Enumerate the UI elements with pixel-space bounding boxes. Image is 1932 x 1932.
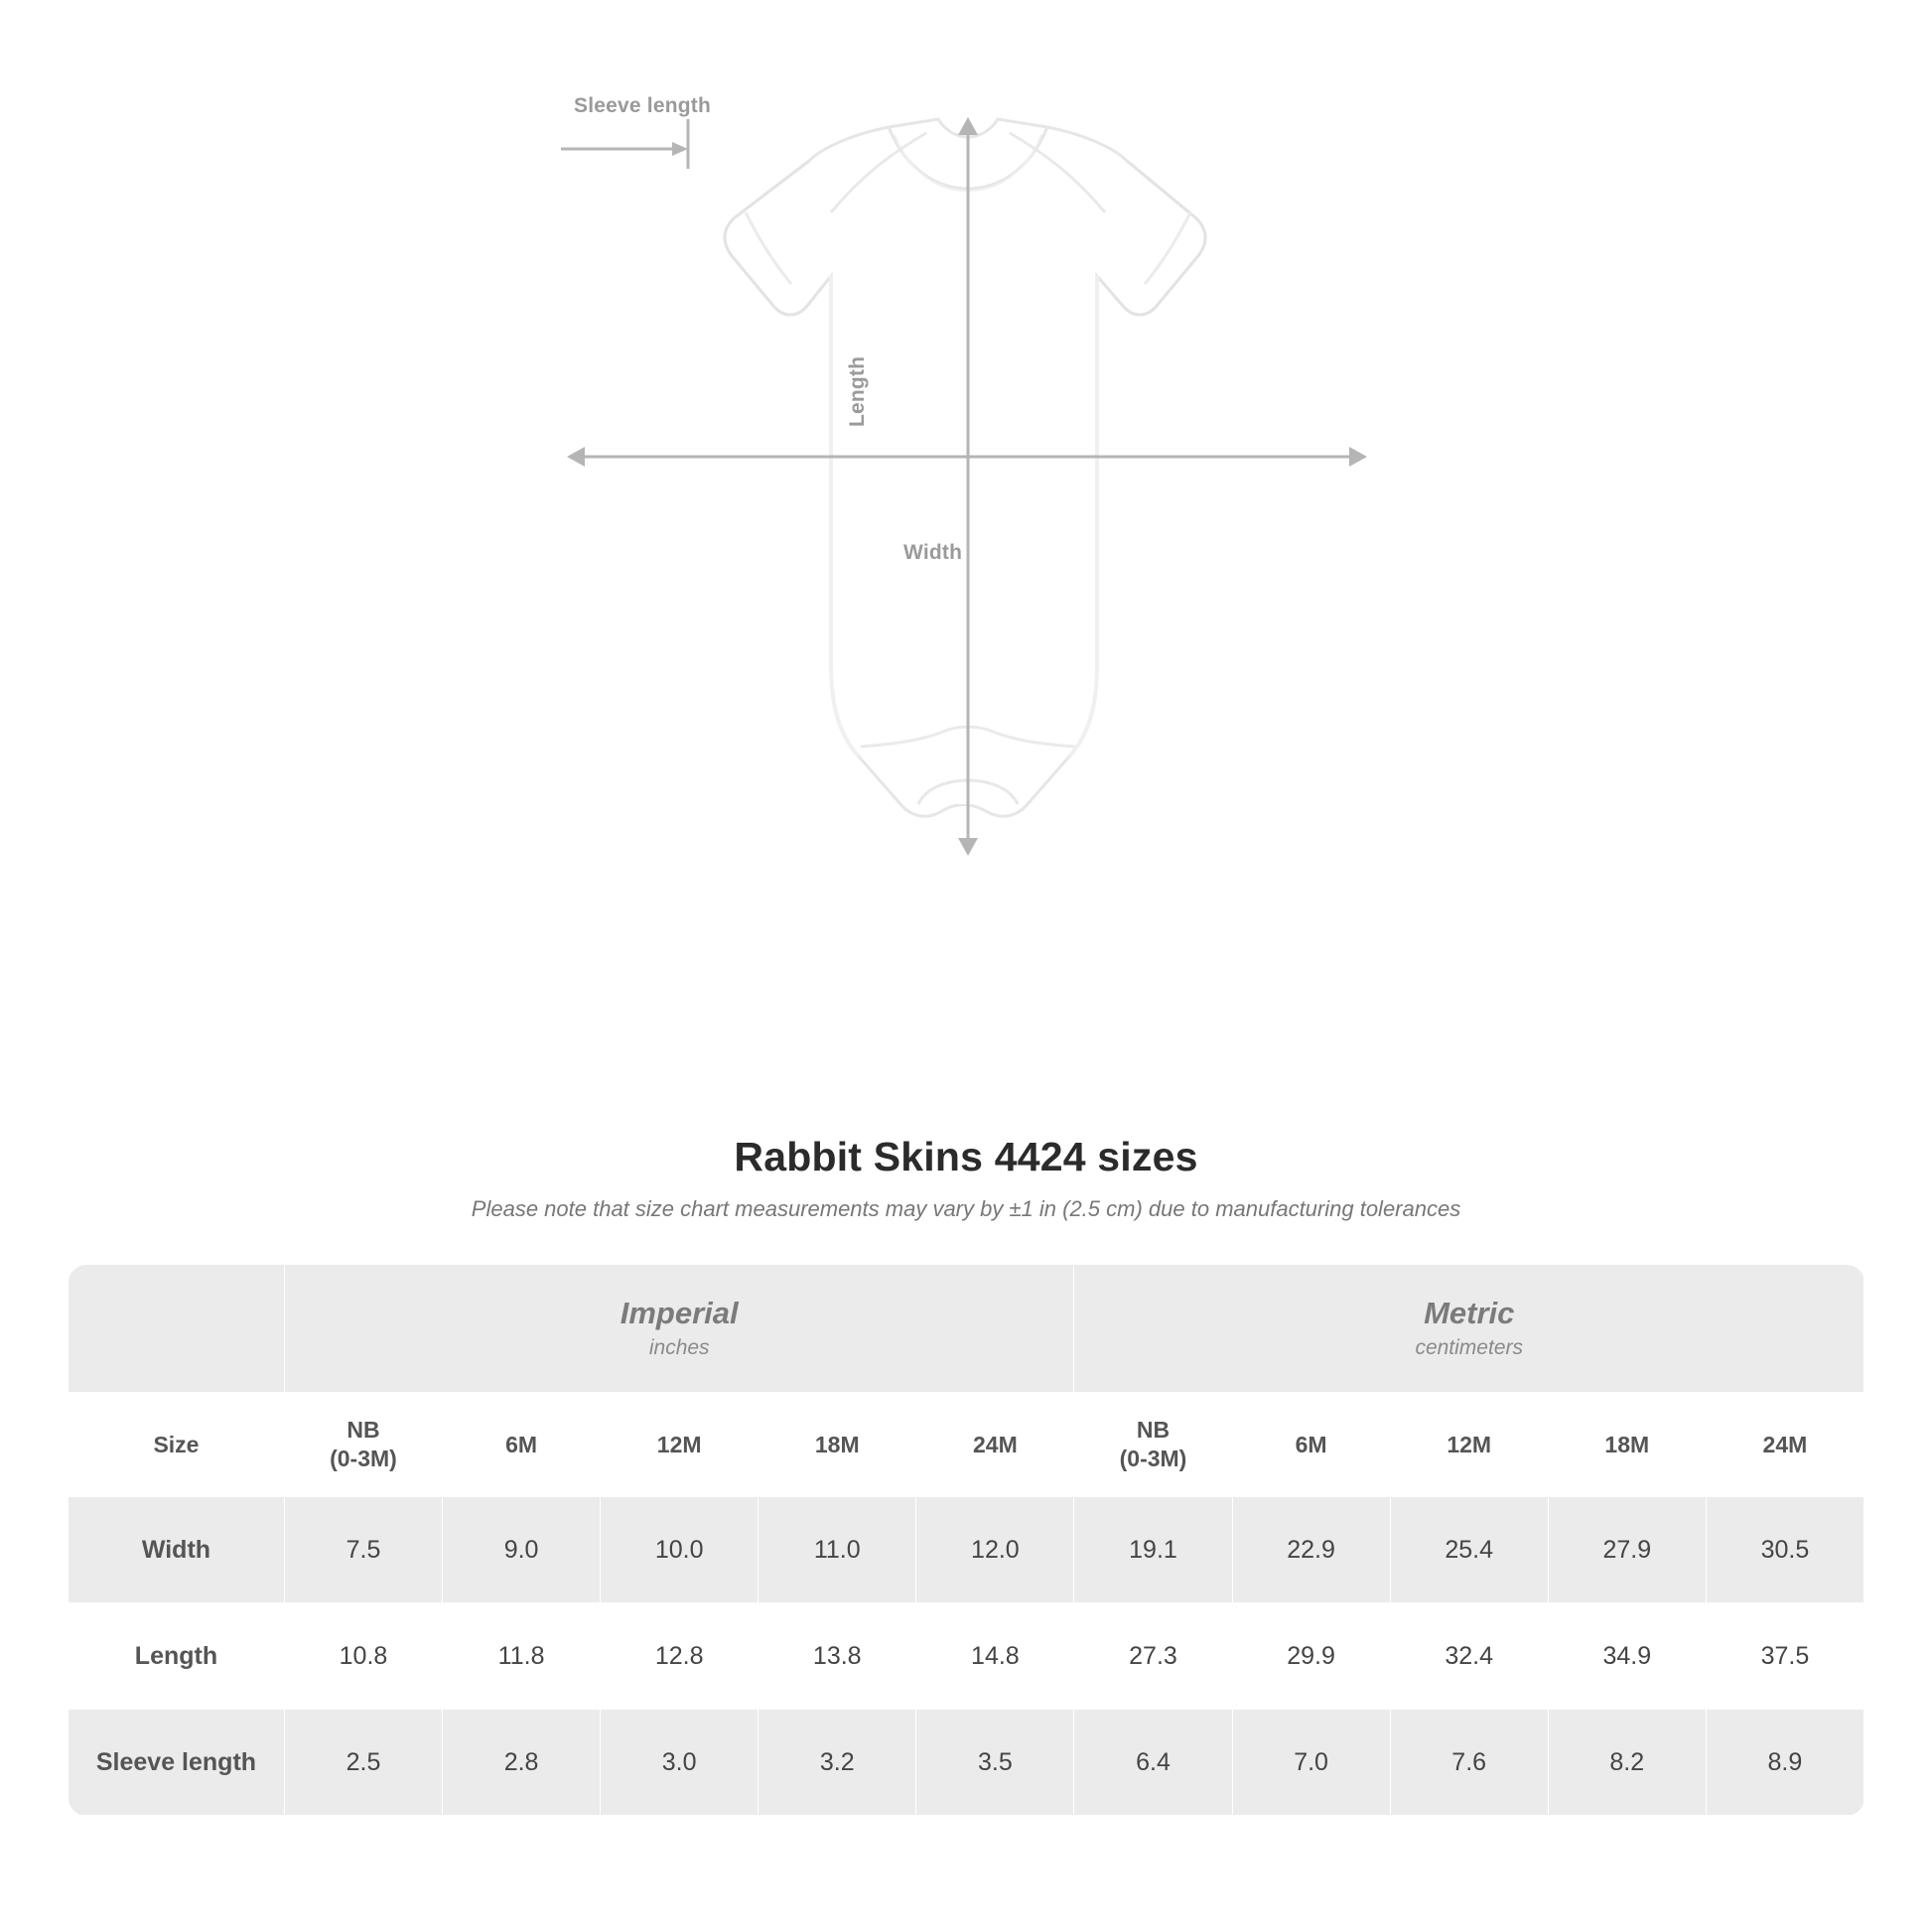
cell-sleeve-4: 3.5 bbox=[916, 1710, 1074, 1816]
cell-length-5: 27.3 bbox=[1074, 1603, 1232, 1710]
header-col-1 bbox=[443, 1393, 601, 1497]
header-col-2-line1: 12M bbox=[656, 1431, 702, 1457]
cell-sleeve-0: 2.5 bbox=[284, 1710, 442, 1816]
cell-sleeve-8: 8.2 bbox=[1548, 1710, 1706, 1816]
cell-sleeve-3: 3.2 bbox=[759, 1710, 916, 1816]
header-col-0 bbox=[284, 1393, 442, 1497]
cell-sleeve-9: 8.9 bbox=[1706, 1710, 1863, 1816]
header-col-8 bbox=[1548, 1393, 1706, 1497]
unit-imperial-name: Imperial bbox=[620, 1295, 739, 1330]
cell-width-4: 12.0 bbox=[916, 1497, 1074, 1603]
cell-sleeve-5: 6.4 bbox=[1074, 1710, 1232, 1816]
cell-length-4: 14.8 bbox=[916, 1603, 1074, 1710]
header-col-9 bbox=[1706, 1393, 1863, 1497]
cell-length-7: 32.4 bbox=[1390, 1603, 1548, 1710]
cell-sleeve-6: 7.0 bbox=[1232, 1710, 1390, 1816]
header-col-7 bbox=[1390, 1393, 1548, 1497]
cell-width-0: 7.5 bbox=[284, 1497, 442, 1603]
header-col-6 bbox=[1232, 1393, 1390, 1497]
header-col-0-line2: (0-3M) bbox=[330, 1446, 397, 1471]
cell-sleeve-2: 3.0 bbox=[601, 1710, 759, 1816]
cell-length-2: 12.8 bbox=[601, 1603, 759, 1710]
units-row-spacer bbox=[69, 1265, 285, 1393]
column-header-row bbox=[69, 1393, 1864, 1497]
cell-length-3: 13.8 bbox=[759, 1603, 916, 1710]
cell-width-1: 9.0 bbox=[443, 1497, 601, 1603]
tolerance-note: Please note that size chart measurements may vary by ±1 in (2.5 cm) due to manufacturing tolerances bbox=[471, 1196, 1461, 1221]
unit-metric-sub: centimeters bbox=[1415, 1336, 1523, 1360]
cell-width-5: 19.1 bbox=[1074, 1497, 1232, 1603]
row-label-width: Width bbox=[69, 1497, 285, 1603]
header-col-3 bbox=[759, 1393, 916, 1497]
cell-length-9: 37.5 bbox=[1706, 1603, 1863, 1710]
header-col-6-line1: 6M bbox=[1295, 1431, 1327, 1457]
bodysuit-icon bbox=[561, 109, 1375, 1023]
cell-width-9: 30.5 bbox=[1706, 1497, 1863, 1603]
cell-length-8: 34.9 bbox=[1548, 1603, 1706, 1710]
size-table-wrapper bbox=[68, 1264, 1864, 1816]
title-block bbox=[0, 1134, 1932, 1222]
header-col-5-line1: NB bbox=[1136, 1417, 1171, 1444]
header-col-5 bbox=[1074, 1393, 1232, 1497]
table-row bbox=[69, 1603, 1864, 1710]
cell-sleeve-7: 7.6 bbox=[1390, 1710, 1548, 1816]
cell-length-1: 11.8 bbox=[443, 1603, 601, 1710]
length-label: Length bbox=[846, 355, 869, 427]
header-col-5-line2: (0-3M) bbox=[1119, 1446, 1187, 1471]
cell-width-2: 10.0 bbox=[601, 1497, 759, 1603]
cell-length-0: 10.8 bbox=[284, 1603, 442, 1710]
header-col-7-line1: 12M bbox=[1447, 1431, 1492, 1457]
size-table bbox=[68, 1264, 1864, 1816]
cell-width-6: 22.9 bbox=[1232, 1497, 1390, 1603]
cell-width-7: 25.4 bbox=[1390, 1497, 1548, 1603]
header-size: Size bbox=[69, 1393, 285, 1497]
row-label-length: Length bbox=[69, 1603, 285, 1710]
header-col-1-line1: 6M bbox=[505, 1431, 538, 1457]
unit-imperial bbox=[284, 1265, 1074, 1393]
units-row bbox=[69, 1265, 1864, 1393]
table-row bbox=[69, 1710, 1864, 1816]
cell-width-3: 11.0 bbox=[759, 1497, 916, 1603]
unit-imperial-sub: inches bbox=[648, 1336, 710, 1360]
header-col-9-line1: 24M bbox=[1762, 1431, 1808, 1457]
table-row bbox=[69, 1497, 1864, 1603]
header-col-0-line1: NB bbox=[346, 1417, 380, 1444]
cell-length-6: 29.9 bbox=[1232, 1603, 1390, 1710]
sleeve-length-label: Sleeve length bbox=[574, 94, 711, 117]
cell-width-8: 27.9 bbox=[1548, 1497, 1706, 1603]
header-col-2 bbox=[601, 1393, 759, 1497]
width-label: Width bbox=[903, 541, 963, 564]
header-col-4 bbox=[916, 1393, 1074, 1497]
header-col-8-line1: 18M bbox=[1604, 1431, 1650, 1457]
header-col-3-line1: 18M bbox=[814, 1431, 860, 1457]
cell-sleeve-1: 2.8 bbox=[443, 1710, 601, 1816]
unit-metric-name: Metric bbox=[1424, 1295, 1515, 1330]
header-col-4-line1: 24M bbox=[973, 1431, 1018, 1457]
page-title: Rabbit Skins 4424 sizes bbox=[734, 1134, 1198, 1179]
row-label-sleeve-length: Sleeve length bbox=[69, 1710, 285, 1816]
unit-metric bbox=[1074, 1265, 1864, 1393]
